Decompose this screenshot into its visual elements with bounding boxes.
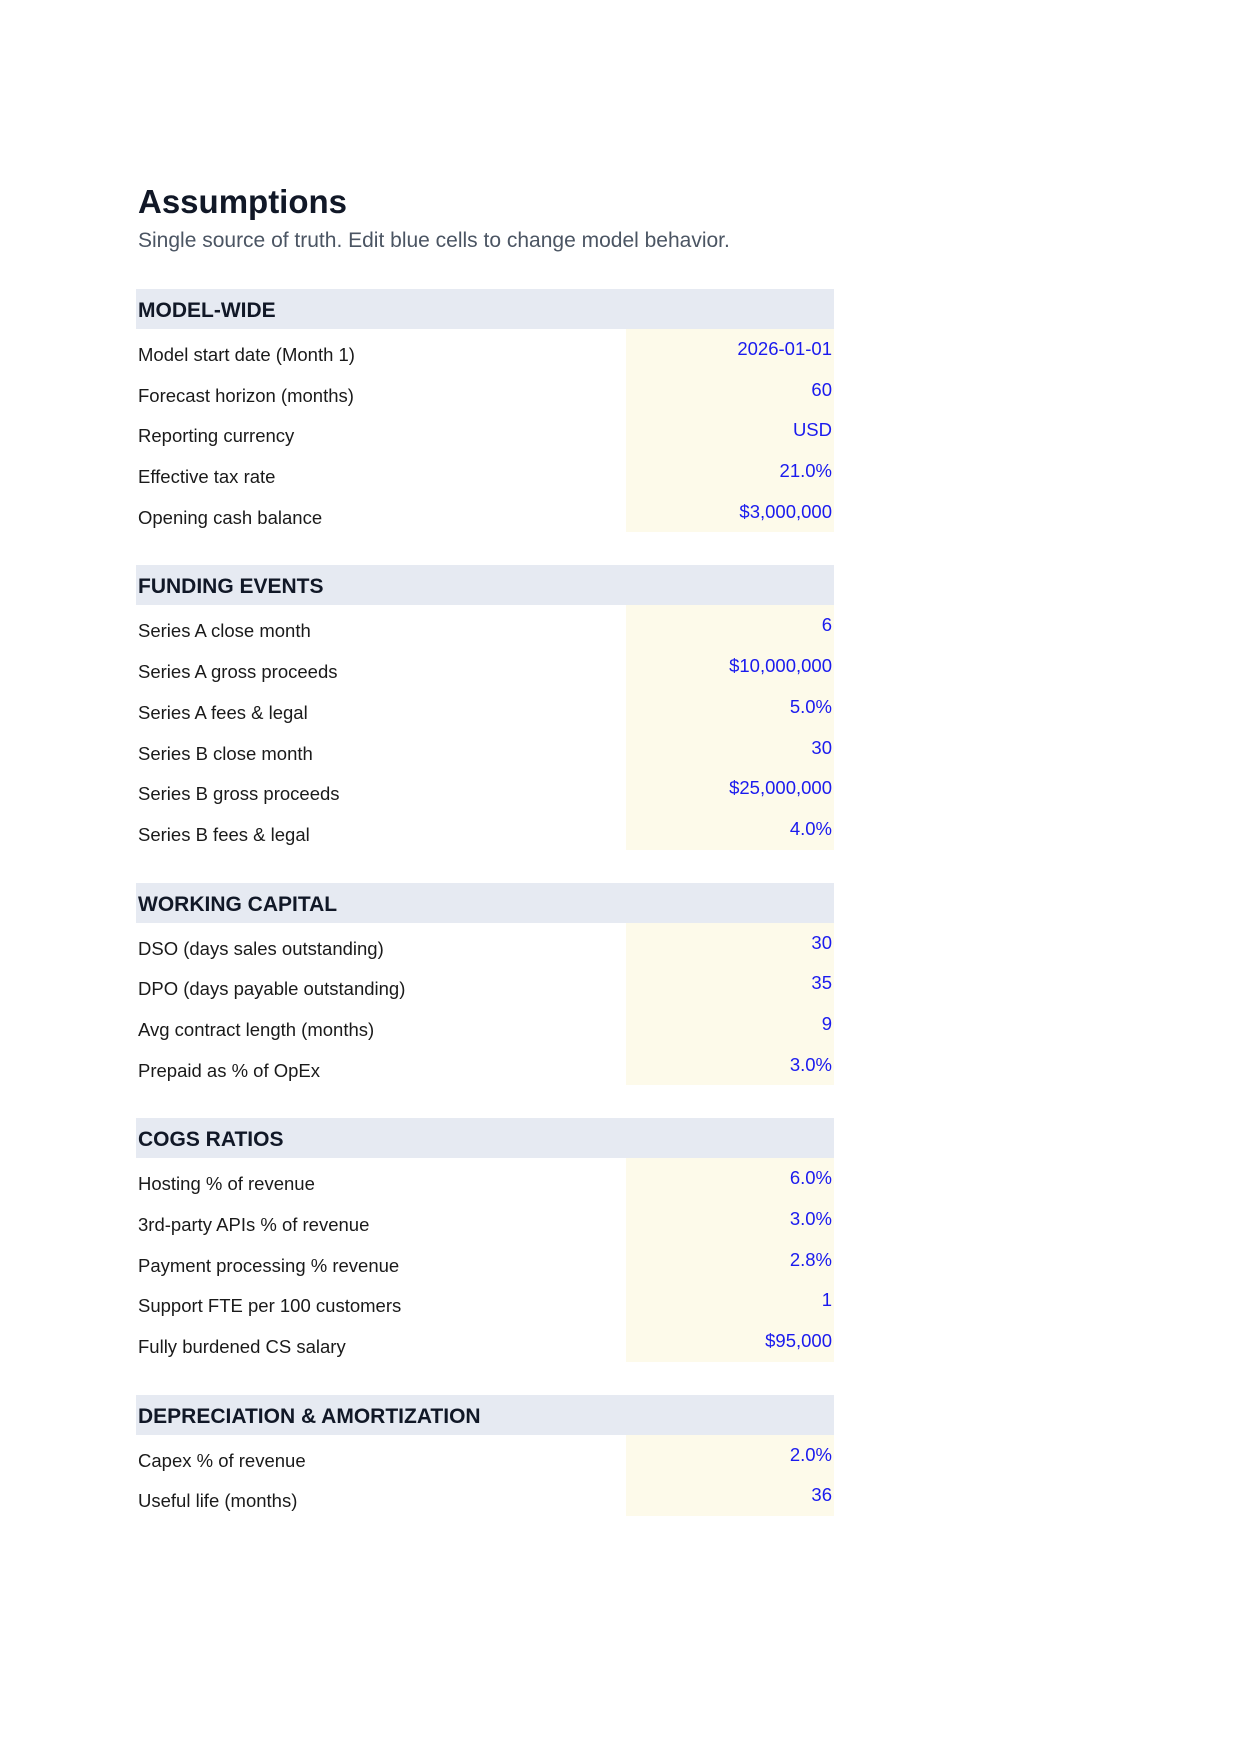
assumption-label: Series B fees & legal bbox=[138, 823, 310, 845]
assumption-input-cell[interactable]: 3.0% bbox=[626, 1199, 834, 1240]
assumption-row bbox=[136, 451, 834, 492]
assumption-input-cell[interactable]: $10,000,000 bbox=[626, 646, 834, 687]
assumption-label: Payment processing % revenue bbox=[138, 1254, 400, 1276]
assumption-label: Opening cash balance bbox=[138, 506, 323, 528]
assumption-input-cell[interactable]: 9 bbox=[626, 1004, 834, 1045]
assumption-row bbox=[136, 646, 834, 687]
assumption-label: Reporting currency bbox=[138, 425, 295, 447]
assumption-label: Model start date (Month 1) bbox=[138, 344, 355, 365]
assumption-input-cell[interactable]: 30 bbox=[626, 923, 834, 964]
assumption-label: Series B close month bbox=[138, 742, 313, 764]
assumption-label: Support FTE per 100 customers bbox=[138, 1295, 402, 1317]
assumption-row bbox=[136, 728, 834, 769]
assumption-input-cell[interactable]: $3,000,000 bbox=[626, 492, 834, 533]
assumption-row bbox=[136, 809, 834, 850]
assumption-input-cell[interactable]: 60 bbox=[626, 370, 834, 411]
section-model-wide bbox=[136, 289, 834, 532]
assumption-row bbox=[136, 1199, 834, 1240]
assumption-row bbox=[136, 410, 834, 451]
section-funding-events bbox=[136, 565, 834, 849]
assumption-input-cell[interactable]: 6 bbox=[626, 605, 834, 646]
assumption-row bbox=[136, 1158, 834, 1199]
section-header: FUNDING EVENTS bbox=[136, 565, 834, 605]
assumption-label: DSO (days sales outstanding) bbox=[138, 937, 384, 959]
section-cogs-ratios bbox=[136, 1118, 834, 1361]
assumption-label: Effective tax rate bbox=[138, 466, 276, 488]
assumption-label: Useful life (months) bbox=[138, 1490, 298, 1512]
assumption-label: Series A fees & legal bbox=[138, 701, 308, 723]
assumption-input-cell[interactable]: 2.8% bbox=[626, 1240, 834, 1281]
assumption-label: DPO (days payable outstanding) bbox=[138, 978, 406, 1000]
assumption-row bbox=[136, 963, 834, 1004]
assumption-row bbox=[136, 923, 834, 964]
section-header: COGS RATIOS bbox=[136, 1118, 834, 1158]
assumption-input-cell[interactable]: 30 bbox=[626, 728, 834, 769]
assumption-input-cell[interactable]: 21.0% bbox=[626, 451, 834, 492]
assumption-input-cell[interactable]: 5.0% bbox=[626, 687, 834, 728]
assumption-label: Capex % of revenue bbox=[138, 1449, 306, 1471]
assumption-input-cell[interactable]: 6.0% bbox=[626, 1158, 834, 1199]
assumption-row bbox=[136, 492, 834, 533]
assumptions-sheet bbox=[136, 178, 834, 1516]
assumption-row bbox=[136, 1280, 834, 1321]
assumption-input-cell[interactable]: 35 bbox=[626, 963, 834, 1004]
assumption-row bbox=[136, 687, 834, 728]
assumption-label: Avg contract length (months) bbox=[138, 1018, 375, 1040]
assumption-row bbox=[136, 1240, 834, 1281]
assumption-label: Series A close month bbox=[138, 620, 311, 642]
assumption-label: Fully burdened CS salary bbox=[138, 1336, 346, 1358]
assumption-label: Hosting % of revenue bbox=[138, 1173, 315, 1195]
assumption-row bbox=[136, 1321, 834, 1362]
assumption-input-cell[interactable]: 2026-01-01 bbox=[626, 329, 834, 370]
section-depreciation-amortization bbox=[136, 1395, 834, 1516]
assumption-label: Series B gross proceeds bbox=[138, 783, 340, 805]
assumption-input-cell[interactable]: 3.0% bbox=[626, 1045, 834, 1086]
page-title: Assumptions bbox=[138, 183, 348, 220]
page-subtitle: Single source of truth. Edit blue cells to change model behavior. bbox=[138, 229, 730, 252]
assumption-label: Prepaid as % of OpEx bbox=[138, 1059, 321, 1081]
assumption-label: Forecast horizon (months) bbox=[138, 384, 354, 406]
assumption-input-cell[interactable]: 2.0% bbox=[626, 1435, 834, 1476]
assumption-row bbox=[136, 605, 834, 646]
assumption-row bbox=[136, 329, 834, 370]
assumption-input-cell[interactable]: 36 bbox=[626, 1475, 834, 1516]
assumption-input-cell[interactable]: 1 bbox=[626, 1280, 834, 1321]
assumption-input-cell[interactable]: USD bbox=[626, 410, 834, 451]
assumption-row bbox=[136, 1045, 834, 1086]
section-working-capital bbox=[136, 883, 834, 1086]
assumption-row bbox=[136, 1435, 834, 1476]
assumption-row bbox=[136, 1004, 834, 1045]
section-header: WORKING CAPITAL bbox=[136, 883, 834, 923]
assumption-input-cell[interactable]: $25,000,000 bbox=[626, 768, 834, 809]
section-header: DEPRECIATION & AMORTIZATION bbox=[136, 1395, 834, 1435]
assumption-row bbox=[136, 1475, 834, 1516]
assumption-row bbox=[136, 768, 834, 809]
assumption-row bbox=[136, 370, 834, 411]
assumption-label: 3rd-party APIs % of revenue bbox=[138, 1214, 370, 1235]
assumption-label: Series A gross proceeds bbox=[138, 661, 338, 683]
assumption-input-cell[interactable]: $95,000 bbox=[626, 1321, 834, 1362]
assumption-input-cell[interactable]: 4.0% bbox=[626, 809, 834, 850]
section-header: MODEL-WIDE bbox=[136, 289, 834, 329]
